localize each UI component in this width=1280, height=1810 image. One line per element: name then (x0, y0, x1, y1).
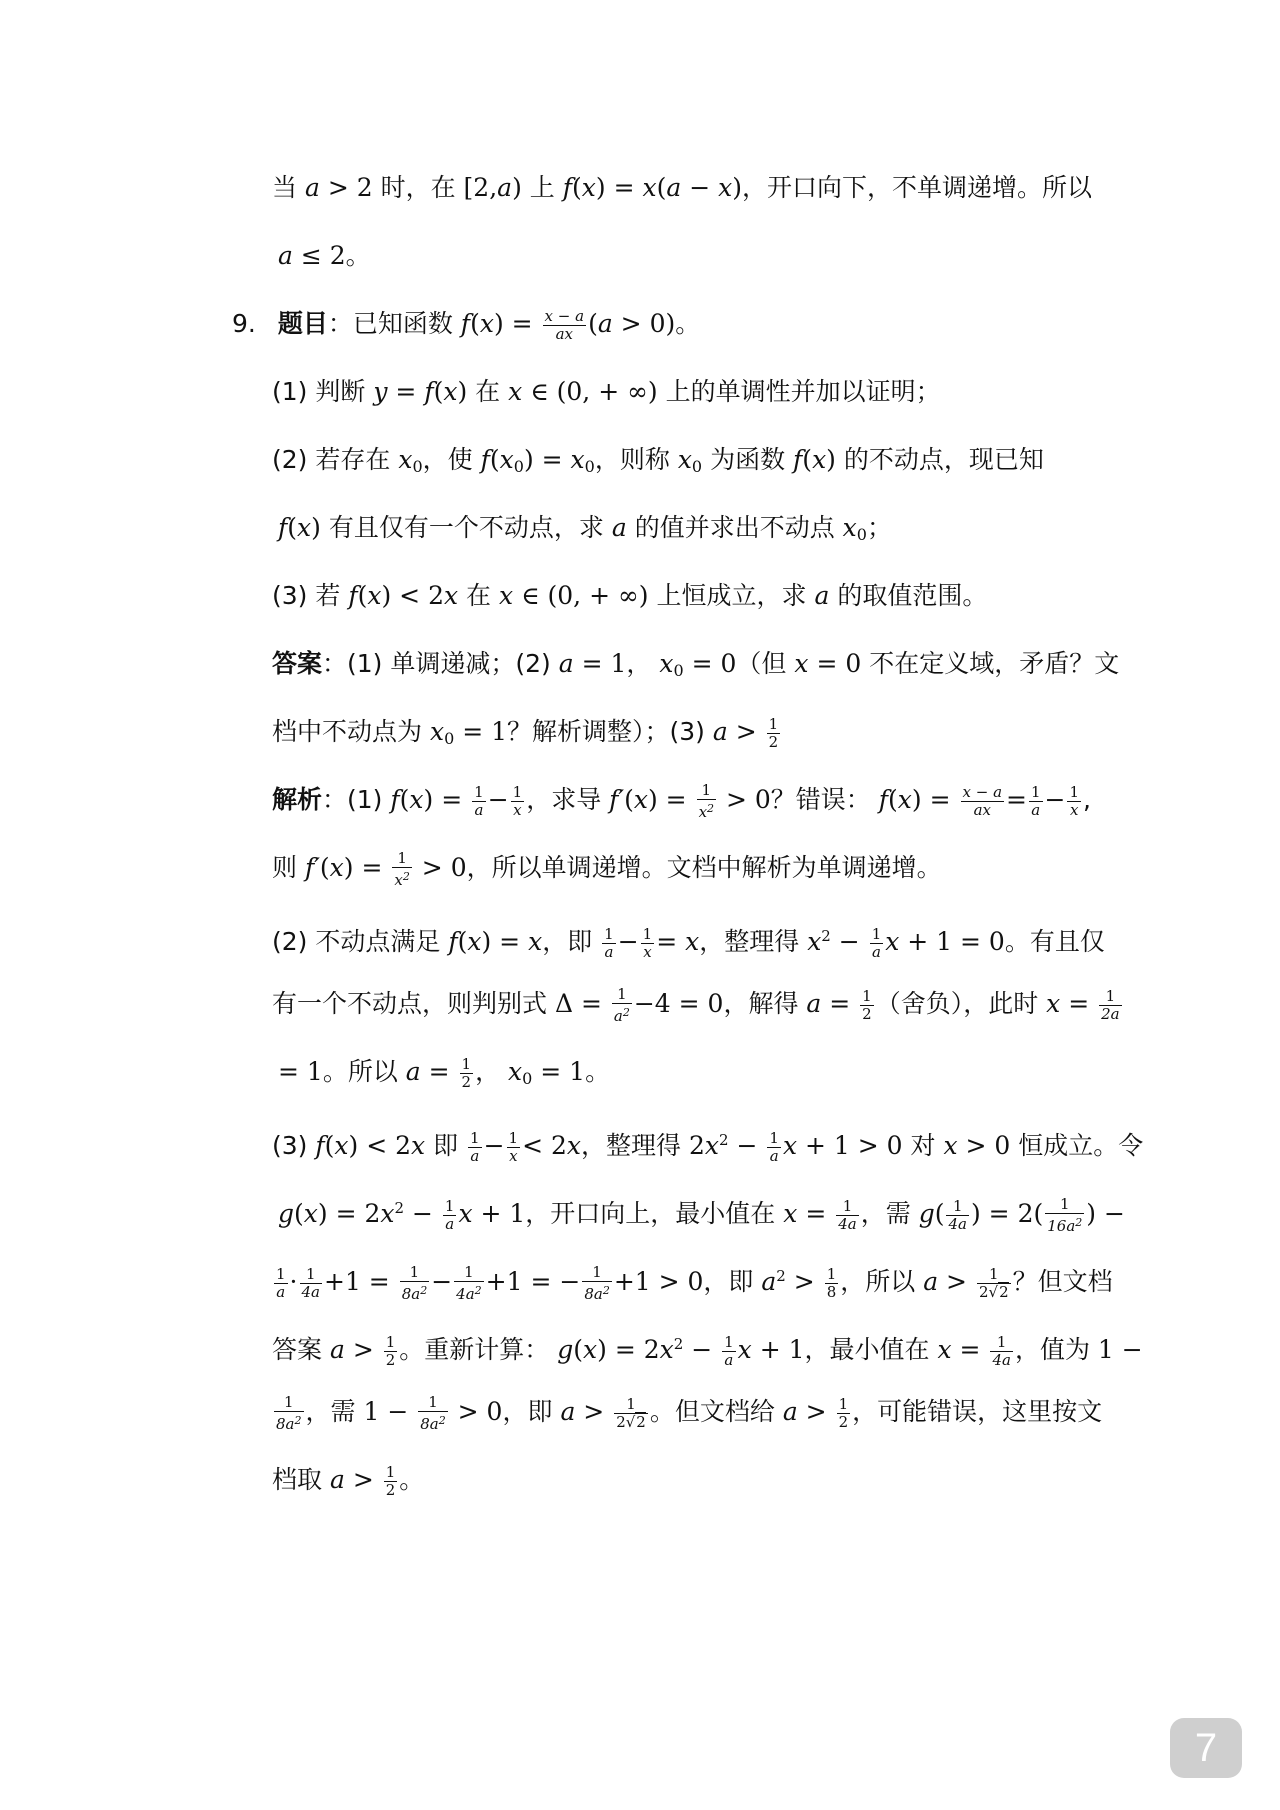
analysis-line: 档取 a > $\frac{1}{2}$ 。 (272, 1462, 425, 1499)
text: 的值并求出不动点 (634, 513, 835, 542)
text: ，即 (502, 1397, 553, 1426)
answer-cont: 档中不动点为 $x_0 = 1$？解析调整）；(3) a > $\frac{1}{2}$ (272, 714, 779, 751)
text: 时，在 (380, 173, 456, 202)
analysis-line: 有一个不动点，则判别式 Δ = $\frac{1}{a^2}$ −4 = 0，解得 a = $\frac{1}{2}$ （舍负），此时 x = $\frac{1}{2a}$ (272, 984, 1120, 1025)
text-line: a ≤ 2。 (278, 241, 371, 270)
text: ，所以 (840, 1267, 916, 1296)
text: ，可能错误，这里按文 (852, 1397, 1103, 1426)
text: ？解析调整）；(3) (507, 717, 705, 746)
text: ，所以单调递增。文档中解析为单调递增。 (466, 853, 942, 882)
text: ，最小值在 (804, 1335, 930, 1364)
text: ，需 (860, 1199, 911, 1228)
answer-label: 答案 (272, 649, 323, 678)
analysis-line: 则 f′(x) = $\frac{1}{x^2}$ > 0，所以单调递增。文档中解析为单调递增。 (272, 848, 942, 889)
text: 即 (433, 1131, 459, 1160)
text: ，即 (703, 1267, 754, 1296)
analysis-line: $g(x) = 2x^2$ − $\frac{1}{a}$ x + 1，开口向上，最小值在 x = $\frac{1}{4a}$ ，需 g( $\frac{1}{4a}$ ) = 2( $\frac{1}{16a^2}$ ) − (278, 1194, 1125, 1235)
text: 。 (585, 1057, 611, 1086)
text: 的取值范围。 (837, 581, 988, 610)
text: 判断 (315, 377, 366, 406)
math: a (278, 241, 293, 270)
text: 恒成立。令 (1018, 1131, 1144, 1160)
text: ：(1) (322, 785, 383, 814)
text: ，整理得 (699, 927, 800, 956)
analysis-label: 解析 (272, 785, 323, 814)
text: （但 (736, 649, 787, 678)
part-1: (1) 判断 y = f(x) 在 x ∈ (0, + ∞) 上的单调性并加以证明； (272, 377, 941, 406)
text: 上的单调性并加以证明； (665, 377, 941, 406)
text: ，即 (542, 927, 593, 956)
text: ； (866, 513, 892, 542)
text-line: 当 a > 2 时，在 [2,a) 上 f(x) = x(a − x)，开口向下，不单调递增。所以 (272, 173, 1093, 202)
text: 。 (345, 241, 371, 270)
analysis-line: (3) f(x) < 2x 即 $\frac{1}{a}$ − $\frac{1}{x}$ < 2x，整理得 $2x^2$ − $\frac{1}{a}$ x + 1 > 0 对 x > 0 恒成立。令 (272, 1128, 1144, 1165)
problem-title: 9. 题目：已知函数 f(x) = $\frac{x - a}{ax}$ (a > 0)。 (232, 306, 701, 343)
analysis-line: $\frac{1}{a}$ · $\frac{1}{4a}$ +1 = $\frac{1}{8a^2}$ − $\frac{1}{4a^2}$ +1 = − $\frac{1}{8a^2}$ +1 > 0，即 $a^2$ > $\frac{1}{8}$ ，所以 a > $\frac{1}{2√2}$ ？但文档 (276, 1262, 1113, 1303)
text: ，开口向下，不单调递增。所以 (742, 173, 1093, 202)
text: 。有且仅 (1004, 927, 1105, 956)
text: ， (626, 649, 652, 678)
text: 若 (315, 581, 341, 610)
text: 则 (272, 853, 298, 882)
text: 不在定义域，矛盾？文 (869, 649, 1120, 678)
text: ，值为 (1014, 1335, 1090, 1364)
text: 档取 (272, 1465, 323, 1494)
text: ：(1) 单调递减；(2) (322, 649, 551, 678)
part-label: (1) (272, 377, 308, 406)
text: 。 (399, 1465, 425, 1494)
text: 当 (272, 173, 298, 202)
text: 若存在 (315, 445, 391, 474)
title-label: 题目 (277, 309, 328, 338)
part-2-cont: f(x) 有且仅有一个不动点，求 a 的值并求出不动点 $x_0$； (278, 513, 892, 544)
analysis-line: 答案 a > $\frac{1}{2}$ 。重新计算： $g(x) = 2x^2$ − $\frac{1}{a}$ x + 1，最小值在 x = $\frac{1}{4a}$ ，值为 1 − (272, 1332, 1143, 1369)
text: ，需 (305, 1397, 356, 1426)
math: f (562, 173, 573, 202)
analysis-line: $\frac{1}{8a^2}$ ，需 1 − $\frac{1}{8a^2}$ > 0，即 a > $\frac{1}{2√2}$ 。但文档给 a > $\frac{1}{2}$ ，可能错误，这里按文 (276, 1392, 1103, 1433)
text: ，使 (422, 445, 473, 474)
text: 答案 (272, 1335, 323, 1364)
text: 有一个不动点，则判别式 (272, 989, 548, 1018)
text: 。所以 (322, 1057, 398, 1086)
math: [2,a) (463, 173, 522, 202)
text: ，求导 (526, 785, 602, 814)
text: ， (475, 1057, 501, 1086)
part-3: (3) 若 f(x) < 2x 在 x ∈ (0, + ∞) 上恒成立，求 a 的取值范围。 (272, 581, 988, 610)
text: 上 (529, 173, 555, 202)
text: ？但文档 (1012, 1267, 1113, 1296)
text: 。 (675, 309, 701, 338)
part-label: (2) (272, 445, 308, 474)
text: 在 (475, 377, 501, 406)
text: ：已知函数 (327, 309, 453, 338)
answer: 答案：(1) 单调递减；(2) a = 1， $x_0 = 0$（但 x = 0 不在定义域，矛盾？文 (272, 649, 1120, 680)
text: (2) 不动点满足 (272, 927, 441, 956)
analysis-line: 解析：(1) f(x) = $\frac{1}{a}$ − $\frac{1}{x}$ ，求导 f′(x) = $\frac{1}{x^2}$ > 0？错误： f(x) = $\frac{x - a}{ax}$ = $\frac{1}{a}$ − $\frac{1}{x}$ , (272, 780, 1091, 821)
text: 档中不动点为 (272, 717, 423, 746)
text: ，开口向上，最小值在 (525, 1199, 776, 1228)
analysis-line: = 1。所以 a = $\frac{1}{2}$ ， $x_0 = 1$。 (278, 1054, 611, 1091)
text: 。重新计算： (399, 1335, 550, 1364)
text: 在 (466, 581, 492, 610)
text: ，整理得 (581, 1131, 682, 1160)
text: (3) (272, 1131, 308, 1160)
problem-number: 9. (232, 309, 256, 338)
math: a (304, 173, 320, 202)
text: （舍负），此时 (875, 989, 1039, 1018)
text: 有且仅有一个不动点，求 (328, 513, 604, 542)
text: 上恒成立，求 (656, 581, 807, 610)
text: 为函数 (710, 445, 786, 474)
analysis-line: (2) 不动点满足 f(x) = x，即 $\frac{1}{a}$ − $\frac{1}{x}$ = x，整理得 $x^2$ − $\frac{1}{a}$ x + 1 = 0。有且仅 (272, 924, 1105, 961)
text: 的不动点，现已知 (843, 445, 1044, 474)
text: 。但文档给 (649, 1397, 775, 1426)
text: 对 (910, 1131, 936, 1160)
text: ，解得 (723, 989, 799, 1018)
part-2: (2) 若存在 $x_0$，使 $f(x_0) = x_0$，则称 $x_0$ 为函数 f(x) 的不动点，现已知 (272, 445, 1044, 476)
text: ，则称 (594, 445, 670, 474)
fraction: $\frac{x - a}{ax}$ (544, 306, 585, 343)
part-label: (3) (272, 581, 308, 610)
page-number-badge: 7 (1170, 1718, 1242, 1778)
text: ？错误： (770, 785, 871, 814)
